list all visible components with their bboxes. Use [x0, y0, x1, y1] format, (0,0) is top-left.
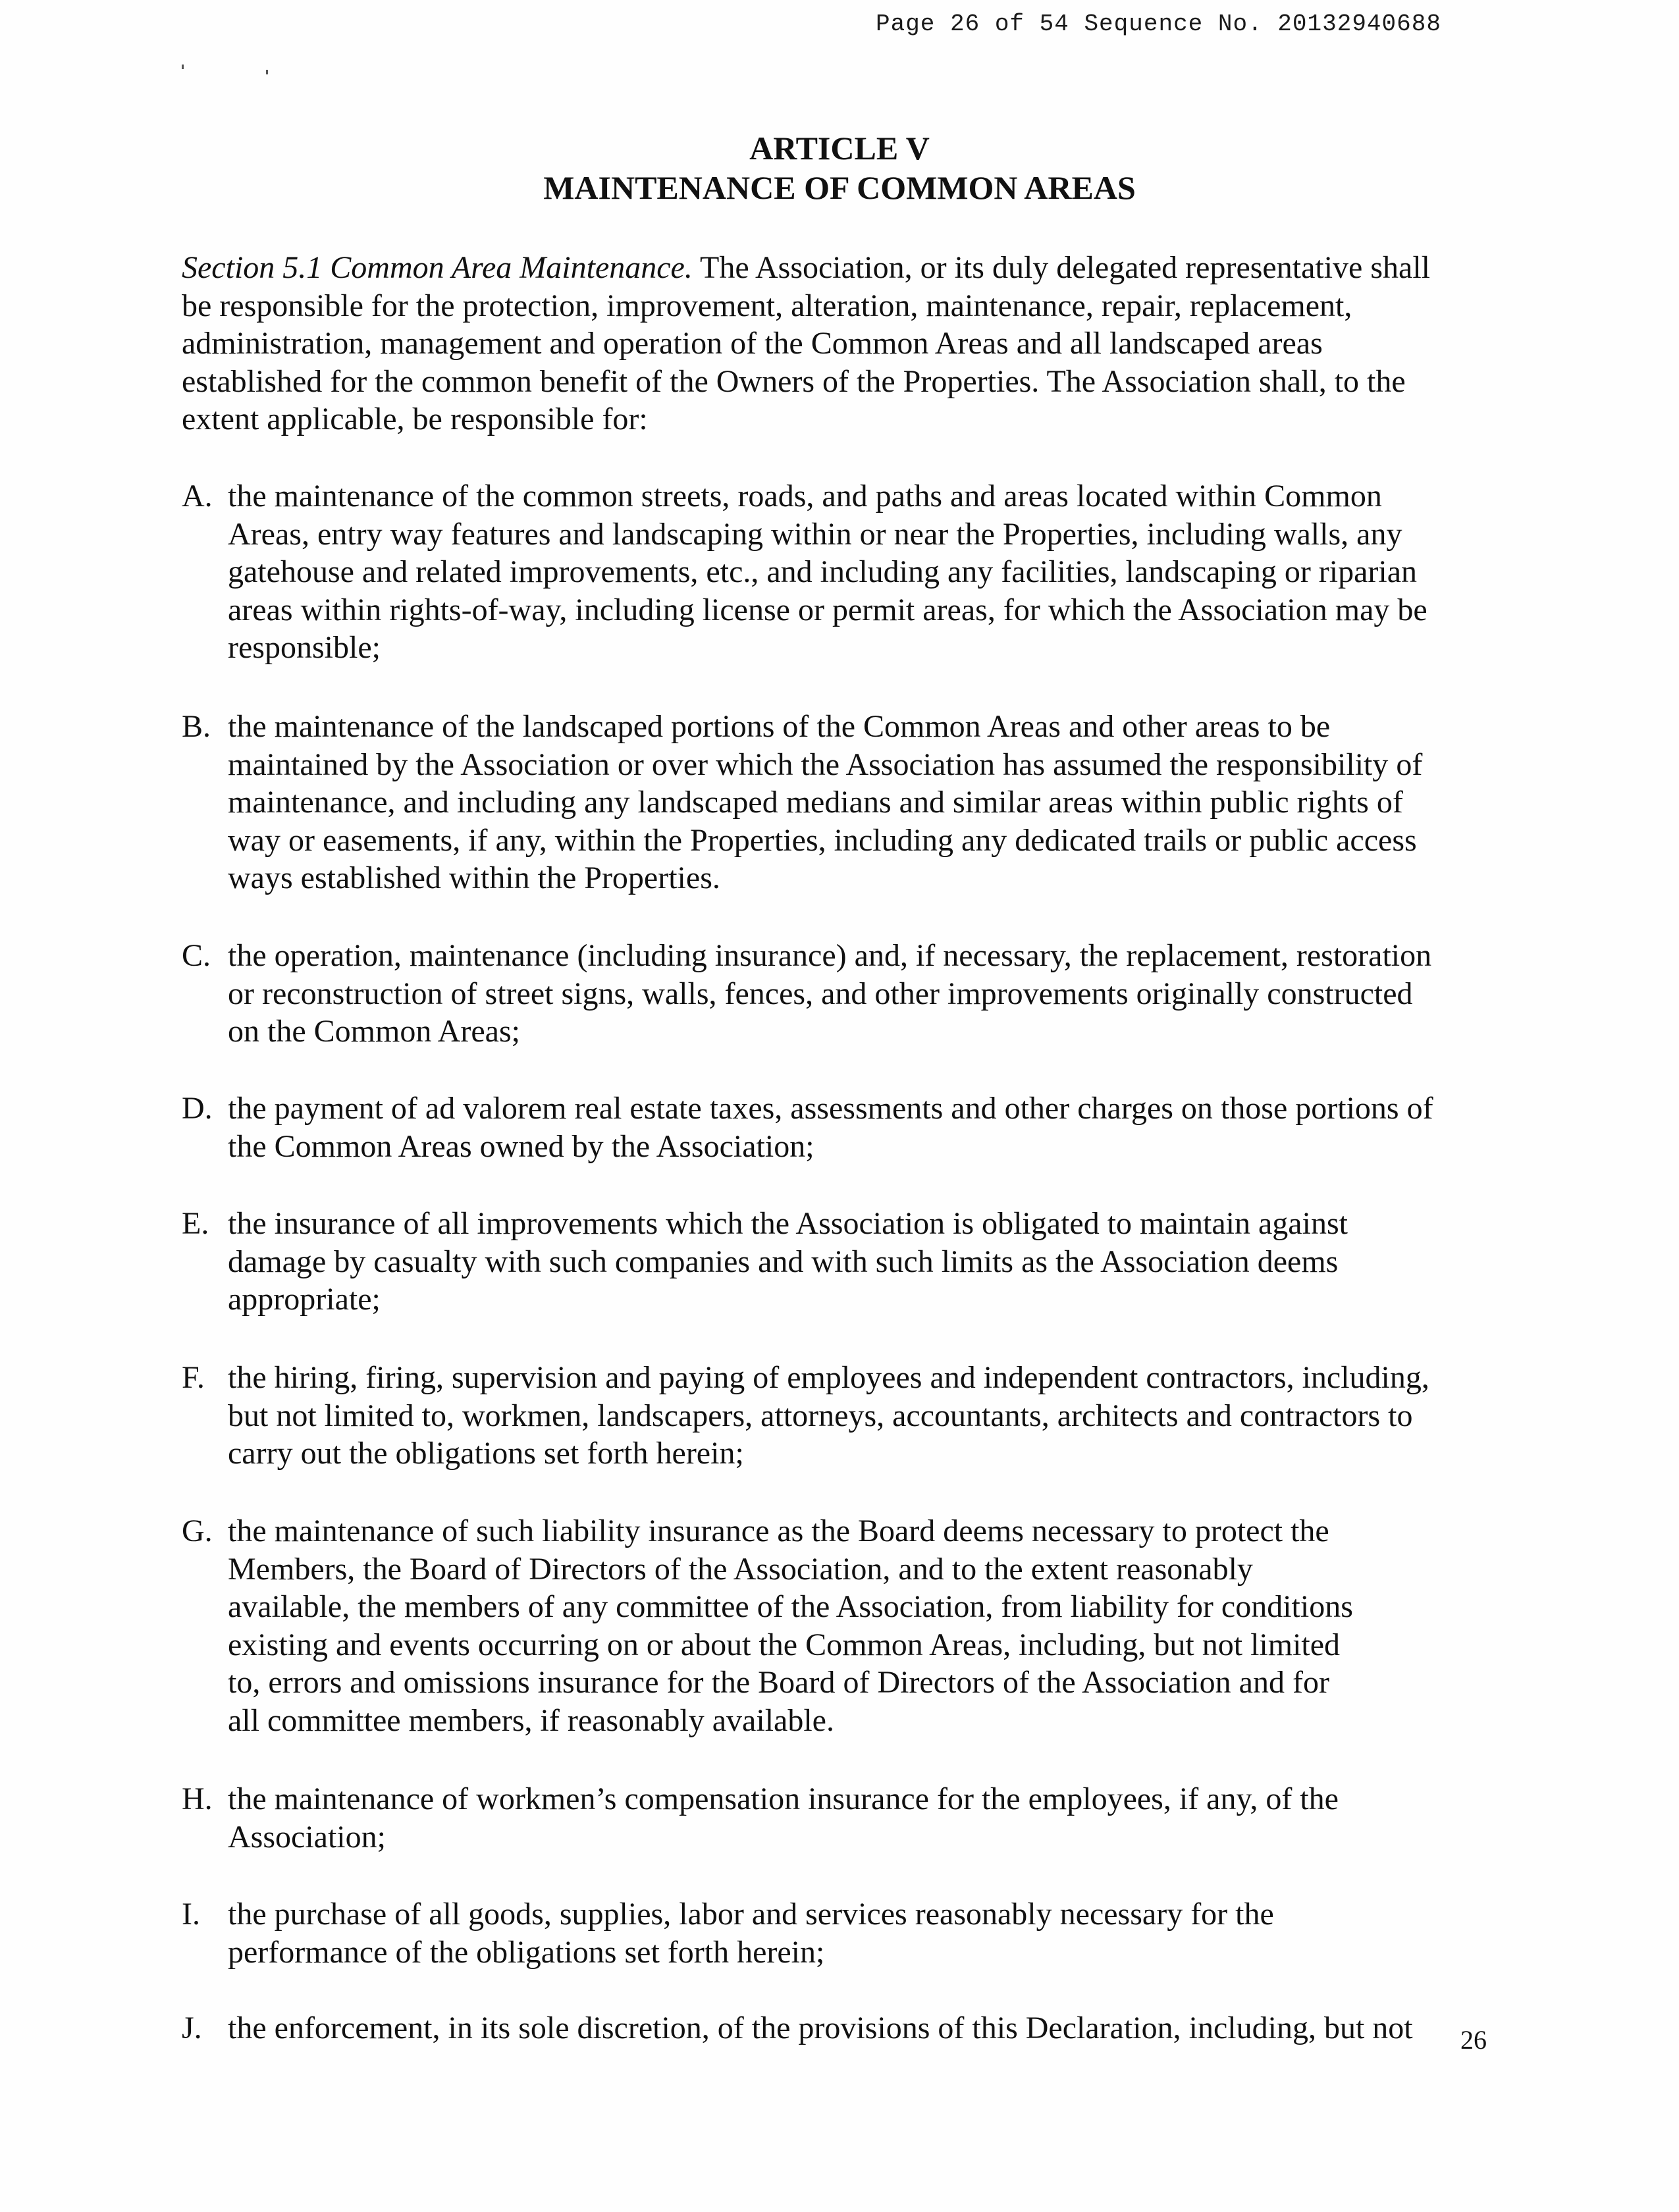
item-line: the hiring, firing, supervision and paying of employees and independent contractors, including, [228, 1360, 1429, 1395]
fax-header: Page 26 of 54 Sequence No. 20132940688 [876, 11, 1441, 38]
item-line: maintenance, and including any landscaped medians and similar areas within public rights of [228, 785, 1403, 820]
item-text [228, 2009, 1505, 2047]
item-text [228, 477, 1505, 667]
item-text [228, 1090, 1505, 1165]
item-line: to, errors and omissions insurance for the Board of Directors of the Association and for [228, 1665, 1329, 1700]
item-text [228, 1780, 1505, 1856]
item-line: way or easements, if any, within the Properties, including any dedicated trails or public access [228, 822, 1417, 858]
item-letter: G. [182, 1514, 213, 1548]
item-letter: F. [182, 1360, 205, 1395]
item-line: the enforcement, in its sole discretion, of the provisions of this Declaration, including, but not [228, 2011, 1413, 2045]
section-line: be responsible for the protection, improvement, alteration, maintenance, repair, replacement, [182, 288, 1352, 323]
list-item-c [182, 937, 1505, 1051]
list-item-a [182, 477, 1505, 667]
list-item-f [182, 1359, 1505, 1473]
item-line: the maintenance of the common streets, roads, and paths and areas located within Common [228, 479, 1382, 514]
item-line: Association; [228, 1819, 386, 1855]
item-line: the maintenance of the landscaped portions of the Common Areas and other areas to be [228, 709, 1331, 744]
item-line: performance of the obligations set forth herein; [228, 1934, 825, 1970]
list-item-j [182, 2009, 1505, 2047]
item-line: carry out the obligations set forth herein; [228, 1436, 744, 1471]
item-line: on the Common Areas; [228, 1014, 520, 1049]
section-paragraph [182, 249, 1499, 438]
item-text [228, 1895, 1505, 1971]
list-item-h [182, 1780, 1505, 1856]
item-letter: E. [182, 1206, 209, 1241]
item-line: areas within rights-of-way, including license or permit areas, for which the Association may be [228, 592, 1427, 627]
item-letter: H. [182, 1781, 213, 1816]
section-line: established for the common benefit of the Owners of the Properties. The Association shall, to the [182, 363, 1406, 399]
item-line: available, the members of any committee of the Association, from liability for conditions [228, 1589, 1353, 1624]
item-text [228, 1359, 1505, 1473]
section-heading: Section 5.1 Common Area Maintenance. [182, 250, 693, 285]
item-line: existing and events occurring on or about the Common Areas, including, but not limited [228, 1627, 1341, 1662]
article-title: ARTICLE V [749, 130, 930, 167]
item-line: the purchase of all goods, supplies, labor and services reasonably necessary for the [228, 1897, 1274, 1932]
section-line [182, 249, 1499, 287]
item-line: responsible; [228, 630, 381, 665]
item-line: the insurance of all improvements which the Association is obligated to maintain against [228, 1206, 1348, 1241]
section-line: administration, management and operation of the Common Areas and all landscaped areas [182, 326, 1323, 361]
scan-speck [182, 65, 184, 69]
item-letter: I. [182, 1897, 200, 1932]
scan-speck [266, 70, 268, 74]
item-text [228, 708, 1505, 897]
item-line: the payment of ad valorem real estate taxes, assessments and other charges on those portions of [228, 1091, 1433, 1126]
item-line: ways established within the Properties. [228, 860, 720, 895]
article-subtitle: MAINTENANCE OF COMMON AREAS [543, 169, 1136, 206]
list-item-i [182, 1895, 1505, 1971]
item-line: the maintenance of such liability insurance as the Board deems necessary to protect the [228, 1514, 1329, 1548]
item-line: appropriate; [228, 1282, 381, 1317]
list-item-g [182, 1512, 1505, 1739]
item-line: gatehouse and related improvements, etc., and including any facilities, landscaping or riparian [228, 554, 1418, 589]
section-text: The Association, or its duly delegated representative shall [692, 250, 1431, 285]
item-line: maintained by the Association or over which the Association has assumed the responsibility of [228, 747, 1423, 782]
item-letter: A. [182, 479, 213, 514]
item-text [228, 937, 1505, 1051]
item-line: but not limited to, workmen, landscapers, attorneys, accountants, architects and contractors to [228, 1398, 1413, 1433]
item-line: the maintenance of workmen’s compensation insurance for the employees, if any, of the [228, 1781, 1339, 1816]
item-letter: B. [182, 709, 211, 744]
item-line: Members, the Board of Directors of the Association, and to the extent reasonably [228, 1551, 1253, 1587]
item-letter: C. [182, 938, 211, 973]
item-line: Areas, entry way features and landscaping within or near the Properties, including walls, any [228, 516, 1402, 552]
item-line: the Common Areas owned by the Association; [228, 1128, 814, 1164]
item-line: damage by casualty with such companies and with such limits as the Association deems [228, 1244, 1339, 1279]
item-text [228, 1205, 1505, 1319]
item-letter: D. [182, 1091, 213, 1126]
item-line: the operation, maintenance (including insurance) and, if necessary, the replacement, restoration [228, 938, 1432, 973]
item-line: all committee members, if reasonably available. [228, 1702, 834, 1738]
page-number: 26 [1460, 2025, 1487, 2055]
list-item-e [182, 1205, 1505, 1319]
section-line: extent applicable, be responsible for: [182, 402, 648, 436]
item-text [228, 1512, 1505, 1739]
list-item-b [182, 708, 1505, 897]
list-item-d [182, 1090, 1505, 1165]
item-letter: J. [182, 2011, 202, 2045]
item-line: or reconstruction of street signs, walls, fences, and other improvements originally constructed [228, 976, 1413, 1011]
